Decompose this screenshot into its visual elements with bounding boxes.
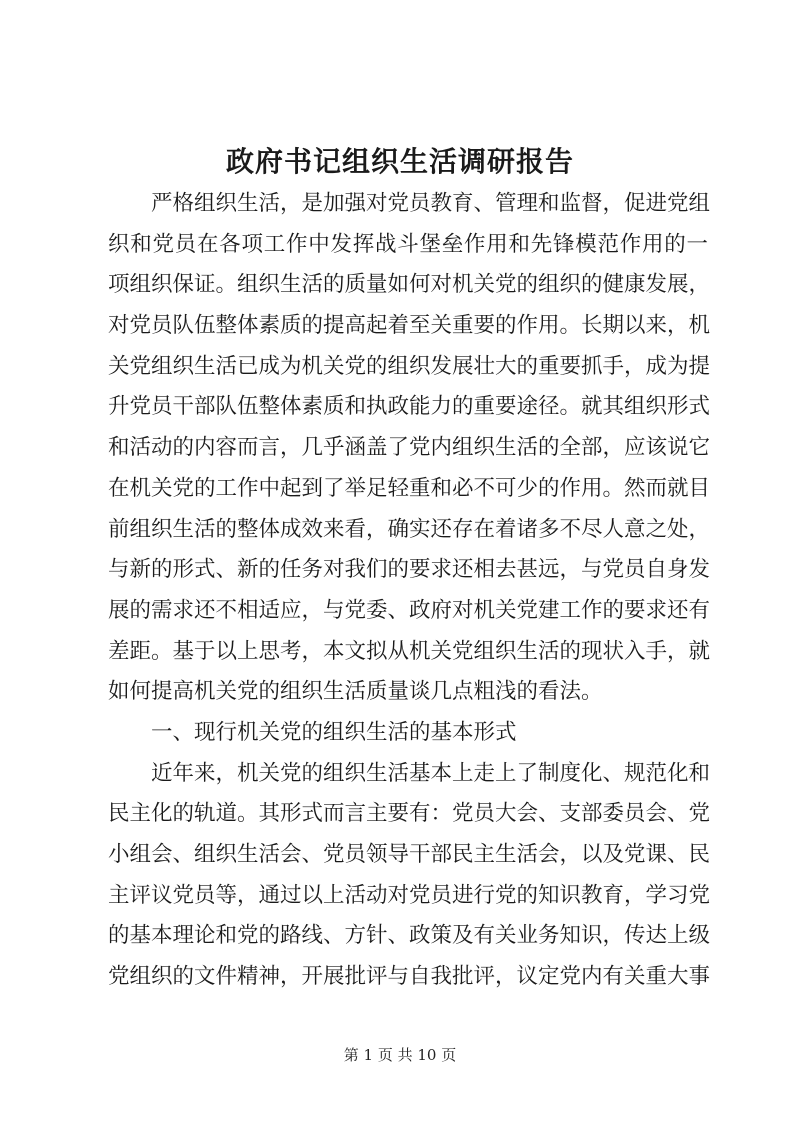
paragraph-line: 展的需求还不相适应，与党委、政府对机关党建工作的要求还有 xyxy=(108,597,711,623)
paragraph-line: 与新的形式、新的任务对我们的要求还相去甚远，与党员自身发 xyxy=(108,557,711,583)
document-body xyxy=(108,184,711,998)
paragraph-line: 小组会、组织生活会、党员领导干部民主生活会，以及党课、民 xyxy=(108,842,711,867)
paragraph-line: 主评议党员等，通过以上活动对党员进行党的知识教育，学习党 xyxy=(108,882,711,908)
paragraph-line: 严格组织生活，是加强对党员教育、管理和监督，促进党组 xyxy=(151,191,711,216)
section-heading: 一、现行机关党的组织生活的基本形式 xyxy=(151,719,517,745)
document-title: 政府书记组织生活调研报告 xyxy=(225,145,574,178)
paragraph-line: 前组织生活的整体成效来看，确实还存在着诸多不尽人意之处， xyxy=(108,516,711,542)
paragraph-line: 关党组织生活已成为机关党的组织发展壮大的重要抓手，成为提 xyxy=(108,353,711,379)
page-footer: 第 1 页 共 10 页 xyxy=(343,1046,457,1064)
paragraph-line: 织和党员在各项工作中发挥战斗堡垒作用和先锋模范作用的一 xyxy=(108,231,708,257)
paragraph-line: 项组织保证。组织生活的质量如何对机关党的组织的健康发展， xyxy=(108,272,711,298)
paragraph-line: 的基本理论和党的路线、方针、政策及有关业务知识，传达上级 xyxy=(108,923,711,949)
paragraph-line: 在机关党的工作中起到了举足轻重和必不可少的作用。然而就目 xyxy=(108,475,711,501)
paragraph-line: 升党员干部队伍整体素质和执政能力的重要途径。就其组织形式 xyxy=(108,394,711,420)
paragraph-line: 和活动的内容而言，几乎涵盖了党内组织生活的全部，应该说它 xyxy=(108,435,711,461)
paragraph-line: 差距。基于以上思考，本文拟从机关党组织生活的现状入手，就 xyxy=(108,638,711,664)
paragraph-line: 党组织的文件精神，开展批评与自我批评，议定党内有关重大事 xyxy=(108,964,711,990)
paragraph-line: 对党员队伍整体素质的提高起着至关重要的作用。长期以来，机 xyxy=(108,313,711,339)
paragraph-line: 民主化的轨道。其形式而言主要有：党员大会、支部委员会、党 xyxy=(108,801,711,827)
paragraph-line: 近年来，机关党的组织生活基本上走上了制度化、规范化和 xyxy=(151,760,711,786)
paragraph-line: 如何提高机关党的组织生活质量谈几点粗浅的看法。 xyxy=(108,679,603,705)
